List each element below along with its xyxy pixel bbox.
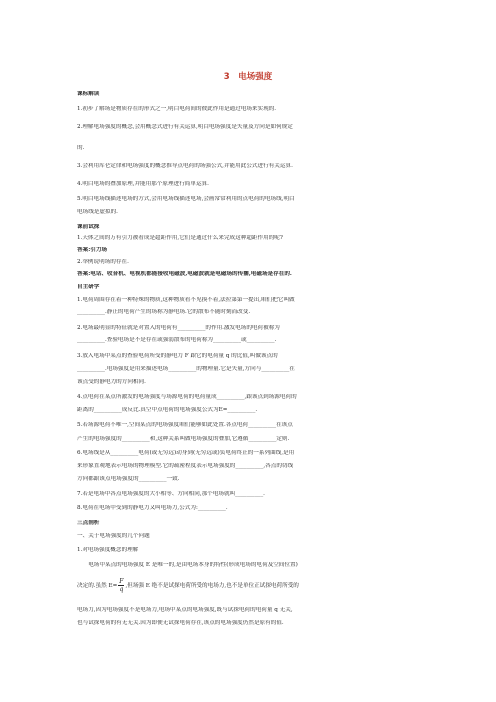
text-line: 1.电荷周围存在着一种特殊的物质,这种物质看不见摸不着,法拉第第一提出,咱们把它叫做 <box>77 297 295 303</box>
fraction-f-over-q <box>118 578 124 593</box>
page-title: 3 电场强度 <box>223 72 273 82</box>
text-line: 7.若是电场中各点电场强度的大小相等、方向相同,那个电场就叫__________. <box>77 491 265 497</box>
text-line: __________.静止的电荷产生的场称为静电场.它的散布不随时刻而改变. <box>77 309 251 315</box>
text-line: 2.电场最明显的特征就是对置入的电荷有__________的作用.激发电场的电荷被称为 <box>77 325 280 331</box>
text-line: 1.初步了解场是物质存在的形式之一,明白电荷间的彼此作用是通过电场来实现的. <box>77 106 277 112</box>
text-line: 该点受的静电力的方向相同. <box>77 379 146 385</box>
text-line: 答案:电话、收音机、电视机都能接收电磁波,电磁波就是电磁场的传播,电磁场是存在的. <box>77 271 292 277</box>
section-heading: 三点剖析 <box>77 520 100 526</box>
formula-text-after: ,但场强 E 绝不是试探电荷所受的电场力,也不是单位正试探电荷所受的 <box>125 583 299 589</box>
formula-text-before: 决定的.虽然 E= <box>77 583 118 589</box>
text-line: 方向都跟该点电场强度的__________一致. <box>77 476 180 482</box>
text-line: 3.放入电场中某点的查验电荷所受的静电力 F 跟它的电荷量 q 的比值,叫做该点的 <box>77 353 278 359</box>
text-line: 1.对电场强度概念的理解 <box>77 547 139 553</box>
text-line: 产生的电场强度的__________和,这种关系叫做电场强度的叠加,它遵循__________定则. <box>77 436 290 442</box>
text-line: 的. <box>77 145 85 151</box>
text-line: 5.明白电场线描述电场的方式,会用电场线描述电场,会画常常利用的点电荷的电场线,明白 <box>77 196 295 202</box>
section-heading: 课前试探 <box>77 224 100 230</box>
text-line: 来形象直观地表示电场的物理模型.它的疏密程度表示电场强度的__________,各点的切线 <box>77 463 294 469</box>
text-line: __________.查验电场是不是存在或强弱散布的电荷称为__________或__________. <box>77 337 277 343</box>
text-line: 电场中某点的电场强度 E 是唯一的,是由电场本身的特性(形成电场的电荷及空间位置) <box>77 562 298 568</box>
text-line: 电场力,因为电场强度不是电场力,电场中某点的电场强度,既与试探电荷的电荷量 q 无关, <box>77 607 293 613</box>
text-line: 答案:引力场 <box>77 247 108 253</box>
text-line: 6.电场线是从__________电荷(或无穷远)动身到(无穷远或)负电荷终止的一系列曲线,是用 <box>77 450 295 456</box>
fraction-numerator: F <box>119 578 124 585</box>
text-line: 距离的__________成反比.真空中点电荷的电场强度公式为E=__________. <box>77 407 258 413</box>
text-line: 1.天体之间的万有引力被看成是超距作用,它们是通过什么来完成这种超距作用的呢? <box>77 235 283 241</box>
text-line: 4.点电荷在某点所激发的电场强度与场源电荷的电荷量成__________,跟该点到场源电荷的 <box>77 394 297 400</box>
text-line: 8.电荷在电场中受到的静电力又叫电场力,公式为:__________. <box>77 505 228 511</box>
text-line: 4.明白电场的叠加原理,并能用那个原理进行简单运算. <box>77 181 209 187</box>
text-line: __________.电场强度是用来描述电场__________的物理量.它是矢量,方向与__________在 <box>77 366 295 372</box>
text-line: 2.理解电场强度的概念,会用概念式进行有关运算,明白电场强度是矢量及方向是如何规定 <box>77 124 293 130</box>
text-line: 一、关于电场强度的几个问题 <box>77 533 150 539</box>
text-line: 2.举例说明场的存在. <box>77 259 129 265</box>
text-line: 也与试探电荷的有无无关.因为即便无试探电荷存在,该点的电场强度仍然是原有的值. <box>77 620 284 626</box>
text-line: 5.若场源电荷不唯一,空间某点的电场强度咱们能够如此处置.各点电荷__________在该点 <box>77 422 293 428</box>
fraction-denominator: q <box>119 586 124 593</box>
section-heading: 课标解读 <box>77 91 100 97</box>
formula-line <box>77 578 415 593</box>
section-heading: 自主研学 <box>77 284 100 290</box>
text-line: 电场线是虚拟的. <box>77 209 118 215</box>
text-line: 3.会利用库仑定律和电场强度的概念推导点电荷的场强公式,并能用此公式进行有关运算. <box>77 163 293 169</box>
